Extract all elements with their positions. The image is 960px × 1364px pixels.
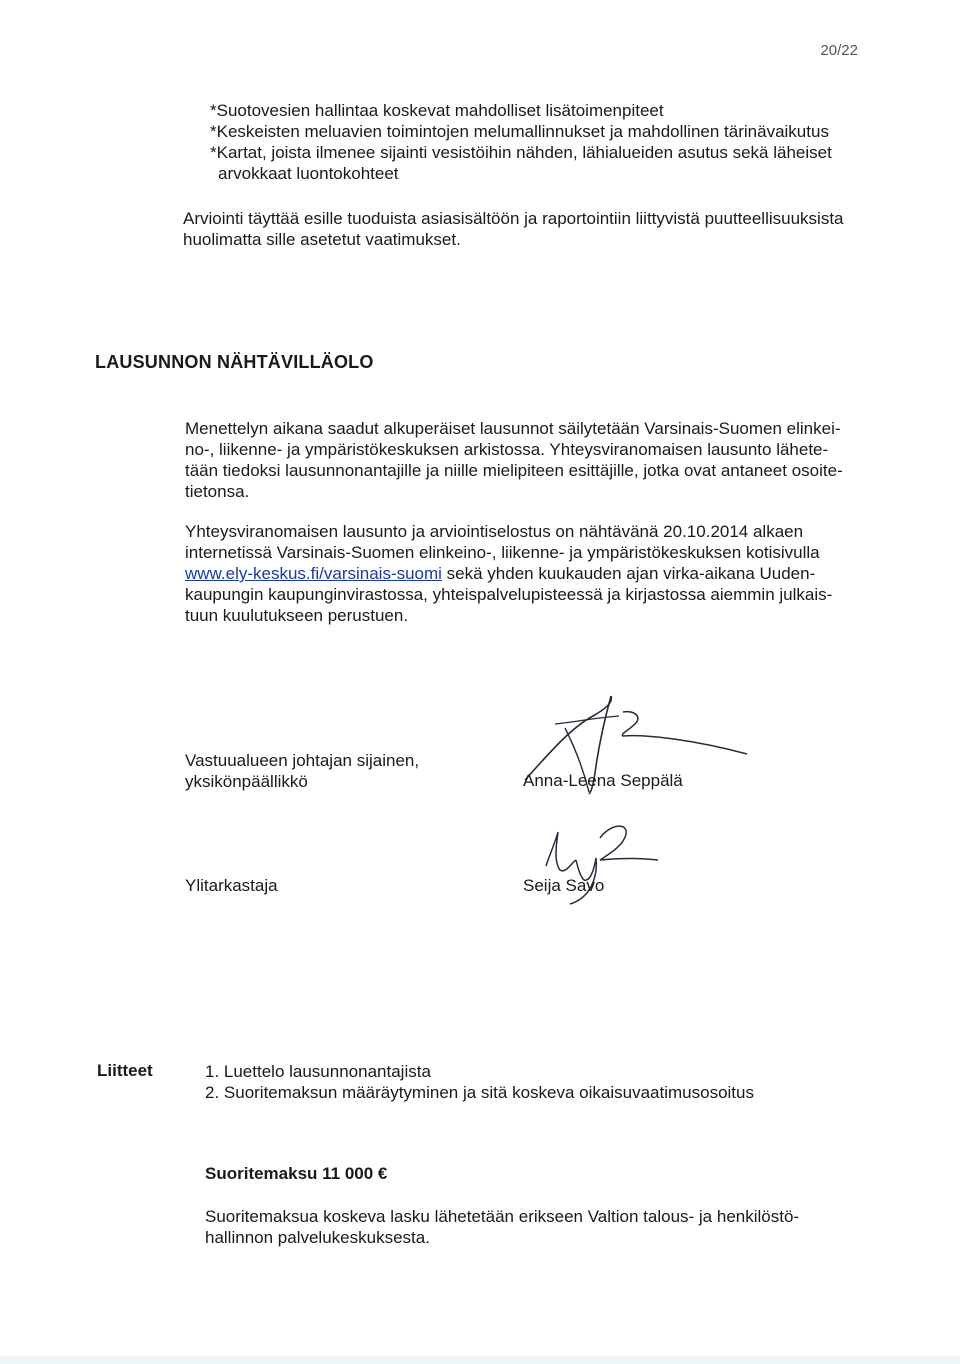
attachments-list bbox=[205, 1061, 754, 1103]
paragraph-line: internetissä Varsinais-Suomen elinkeino-, liikenne- ja ympäristökeskuksen kotisivulla bbox=[185, 543, 820, 562]
paragraph-line: no-, liikenne- ja ympäristökeskuksen arkistossa. Yhteysviranomaisen lausunto lähete- bbox=[185, 440, 829, 459]
paragraph-line: tietonsa. bbox=[185, 482, 250, 501]
fee-line: hallinnon palvelukeskuksesta. bbox=[205, 1228, 430, 1247]
paragraph-line: Yhteysviranomaisen lausunto ja arviointiselostus on nähtävänä 20.10.2014 alkaen bbox=[185, 522, 804, 541]
paragraph-line: kaupungin kaupunginvirastossa, yhteispalvelupisteessä ja kirjastossa aiemmin julkais- bbox=[185, 585, 833, 604]
assessment-paragraph bbox=[183, 208, 844, 250]
section-heading: LAUSUNNON NÄHTÄVILLÄOLO bbox=[95, 352, 374, 372]
signatory-title-line: yksikönpäällikkö bbox=[185, 772, 308, 791]
fee-paragraph bbox=[205, 1206, 799, 1248]
signatory-name: Seija Savo bbox=[523, 876, 605, 895]
archive-paragraph bbox=[185, 418, 843, 502]
signatory-name: Anna-Leena Seppälä bbox=[523, 771, 683, 790]
ely-website-link[interactable]: www.ely-keskus.fi/varsinais-suomi bbox=[185, 564, 442, 583]
attachment-item: 1. Luettelo lausunnonantajista bbox=[205, 1062, 431, 1081]
requirement-item: *Suotovesien hallintaa koskevat mahdolliset lisätoimenpiteet bbox=[210, 101, 664, 120]
assessment-line: Arviointi täyttää esille tuoduista asiasisältöön ja raportointiin liittyvistä puutteellisuuksista bbox=[183, 209, 844, 228]
requirement-item-continuation: arvokkaat luontokohteet bbox=[218, 164, 399, 183]
page-number: 20/22 bbox=[820, 42, 858, 59]
paragraph-line: tään tiedoksi lausunnonantajille ja niille mielipiteen esittäjille, jotka ovat antaneet osoite- bbox=[185, 461, 843, 480]
requirements-list bbox=[210, 100, 832, 184]
signatory-title bbox=[185, 750, 419, 792]
paragraph-line bbox=[185, 563, 832, 584]
signatory-title bbox=[185, 875, 278, 896]
fee-title: Suoritemaksu 11 000 € bbox=[205, 1164, 388, 1183]
paragraph-line: Menettelyn aikana saadut alkuperäiset lausunnot säilytetään Varsinais-Suomen elinkei- bbox=[185, 419, 841, 438]
signatory-title-line: Vastuualueen johtajan sijainen, bbox=[185, 751, 420, 770]
attachments-label: Liitteet bbox=[97, 1061, 153, 1080]
attachment-item: 2. Suoritemaksun määräytyminen ja sitä koskeva oikaisuvaatimusosoitus bbox=[205, 1083, 754, 1102]
signatory-title-line: Ylitarkastaja bbox=[185, 876, 278, 895]
scan-edge bbox=[0, 1356, 960, 1364]
fee-line: Suoritemaksua koskeva lasku lähetetään erikseen Valtion talous- ja henkilöstö- bbox=[205, 1207, 800, 1226]
paragraph-line-rest: sekä yhden kuukauden ajan virka-aikana Uuden- bbox=[441, 564, 816, 583]
requirement-item: *Keskeisten meluavien toimintojen melumallinnukset ja mahdollinen tärinävaikutus bbox=[210, 122, 829, 141]
assessment-line: huolimatta sille asetetut vaatimukset. bbox=[183, 230, 461, 249]
availability-paragraph bbox=[185, 521, 832, 626]
paragraph-line: tuun kuulutukseen perustuen. bbox=[185, 606, 409, 625]
requirement-item: *Kartat, joista ilmenee sijainti vesistöihin nähden, lähialueiden asutus sekä läheiset bbox=[210, 143, 832, 162]
